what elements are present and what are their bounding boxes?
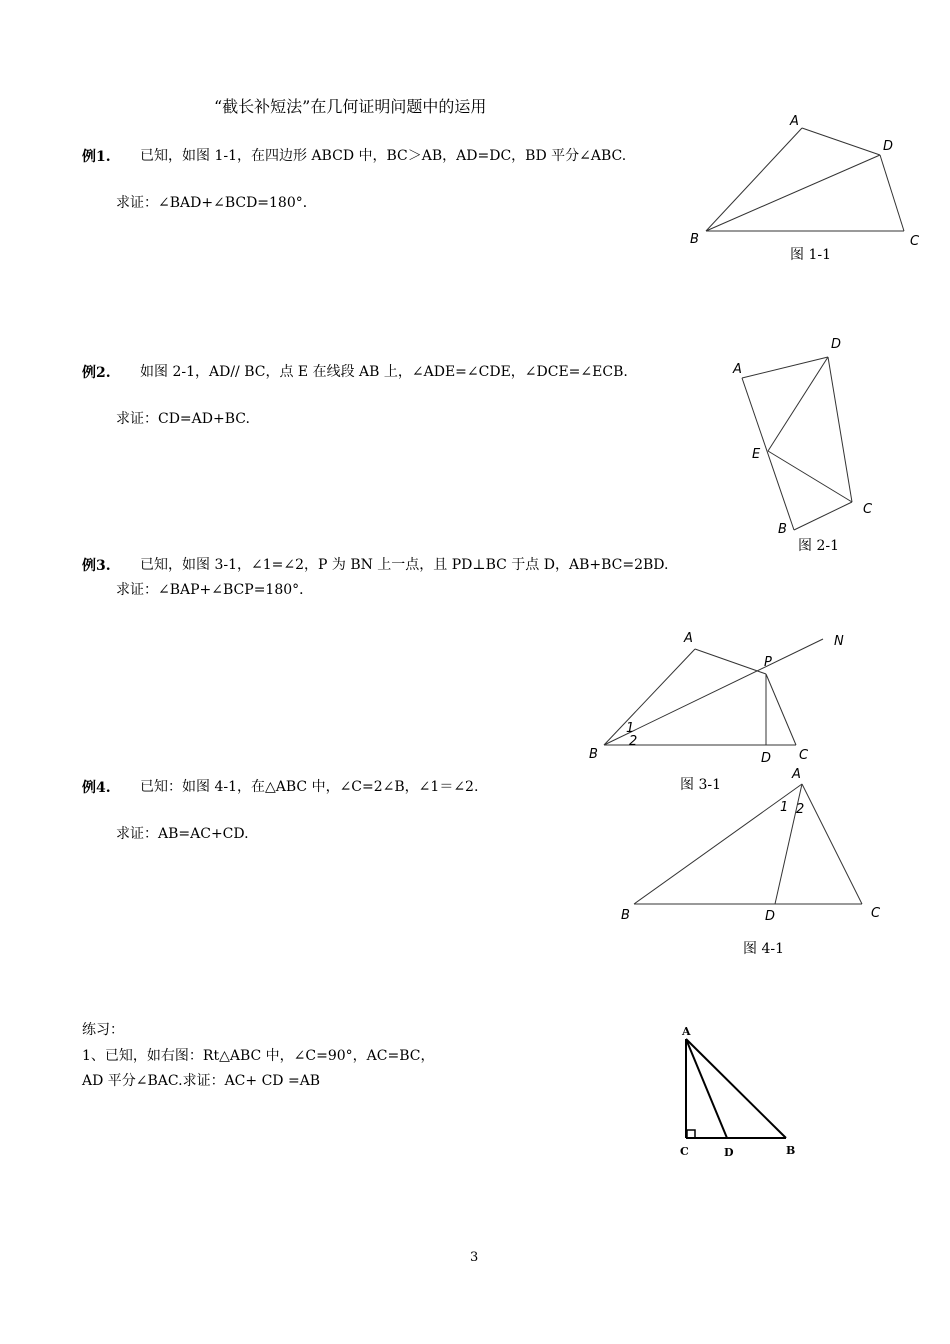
segment-ba: [634, 784, 805, 904]
figure-2-1: [720, 330, 900, 540]
segment-dc: [828, 357, 852, 502]
example-2-given: 如图 2-1，AD// BC，点 E 在线段 AB 上，∠ADE=∠CDE，∠DCE=∠ECB.: [140, 364, 628, 380]
figure-3-1: [580, 625, 860, 770]
example-2-prove: 求证：CD=AD+BC.: [116, 411, 250, 427]
right-angle-mark: [687, 1130, 695, 1138]
point-b-label: B: [621, 908, 630, 923]
segment-ed: [768, 357, 828, 451]
point-a-label: A: [684, 631, 693, 646]
example-1-label: 例1.: [82, 149, 111, 165]
angle-1-label: 1: [626, 721, 635, 736]
point-b-label: B: [690, 232, 699, 247]
segment-ba: [604, 649, 695, 745]
point-a-label: A: [733, 362, 742, 377]
figure-4-1-caption: 图 4-1: [743, 941, 784, 957]
point-a-label: A: [790, 114, 799, 129]
example-3-prove: 求证：∠BAP+∠BCP=180°．: [116, 582, 314, 598]
segment-pc: [766, 674, 796, 745]
segment-bd: [706, 155, 880, 231]
example-4-prove: 求证：AB=AC+CD.: [116, 826, 249, 842]
practice-line-2: AD 平分∠BAC.求证：AC+ CD =AB: [82, 1073, 321, 1089]
point-c-label: C: [863, 502, 873, 517]
point-b-label: B: [778, 522, 787, 537]
angle-2-label: 2: [629, 734, 638, 749]
segment-ab: [706, 128, 802, 231]
point-n-label: N: [834, 634, 844, 649]
point-c-label: C: [910, 234, 920, 249]
segment-bc: [794, 502, 852, 530]
example-1-prove: 求证：∠BAD+∠BCD=180°．: [116, 195, 317, 211]
point-d-label: D: [883, 139, 894, 154]
example-3-label: 例3.: [82, 558, 111, 574]
point-d-label: D: [831, 337, 842, 352]
figure-1-1-caption: 图 1-1: [790, 247, 831, 263]
example-2-label: 例2.: [82, 365, 111, 381]
example-3-given: 已知，如图 3-1，∠1=∠2，P 为 BN 上一点，且 PD⊥BC 于点 D，AB+BC=2BD.: [140, 557, 669, 573]
point-p-label: P: [764, 655, 772, 670]
ray-bn: [604, 639, 823, 745]
figure-2-1-caption: 图 2-1: [798, 538, 839, 554]
segment-ec: [768, 451, 852, 502]
point-c-label: C: [799, 748, 809, 763]
segment-dc: [880, 155, 904, 231]
segment-ab: [742, 378, 794, 530]
point-c-label: C: [871, 906, 881, 921]
practice-heading: 练习：: [82, 1022, 124, 1038]
point-b-label: B: [589, 747, 598, 762]
segment-ap: [695, 649, 766, 674]
figure-3-1-caption: 图 3-1: [680, 777, 721, 793]
point-a-label: A: [792, 767, 801, 782]
segment-ac: [802, 784, 862, 904]
example-4-label: 例4.: [82, 780, 111, 796]
practice-line-1: 1、已知，如右图：Rt△ABC 中，∠C=90°，AC=BC，: [82, 1048, 435, 1064]
point-d-label: D: [761, 751, 772, 766]
figure-4-1: [610, 762, 890, 927]
angle-2-label: 2: [796, 802, 805, 817]
segment-ad: [742, 357, 828, 378]
segment-ab: [686, 1039, 786, 1138]
page-title: “截长补短法”在几何证明问题中的运用: [214, 97, 487, 116]
point-c-label: C: [680, 1145, 689, 1158]
point-d-label: D: [765, 909, 776, 924]
segment-ad: [802, 128, 880, 155]
point-d-label: D: [724, 1146, 734, 1159]
angle-1-label: 1: [780, 800, 789, 815]
point-e-label: E: [752, 447, 761, 462]
example-4-given: 已知：如图 4-1，在△ABC 中，∠C=2∠B，∠1＝∠2.: [140, 779, 479, 795]
point-a-label: A: [682, 1025, 691, 1038]
segment-ad: [686, 1039, 727, 1138]
practice-figure: [670, 1022, 810, 1162]
page-number: 3: [470, 1250, 479, 1265]
point-b-label: B: [786, 1144, 796, 1157]
example-1-given: 已知，如图 1-1，在四边形 ABCD 中，BC＞AB，AD=DC，BD 平分∠ABC.: [140, 148, 627, 164]
